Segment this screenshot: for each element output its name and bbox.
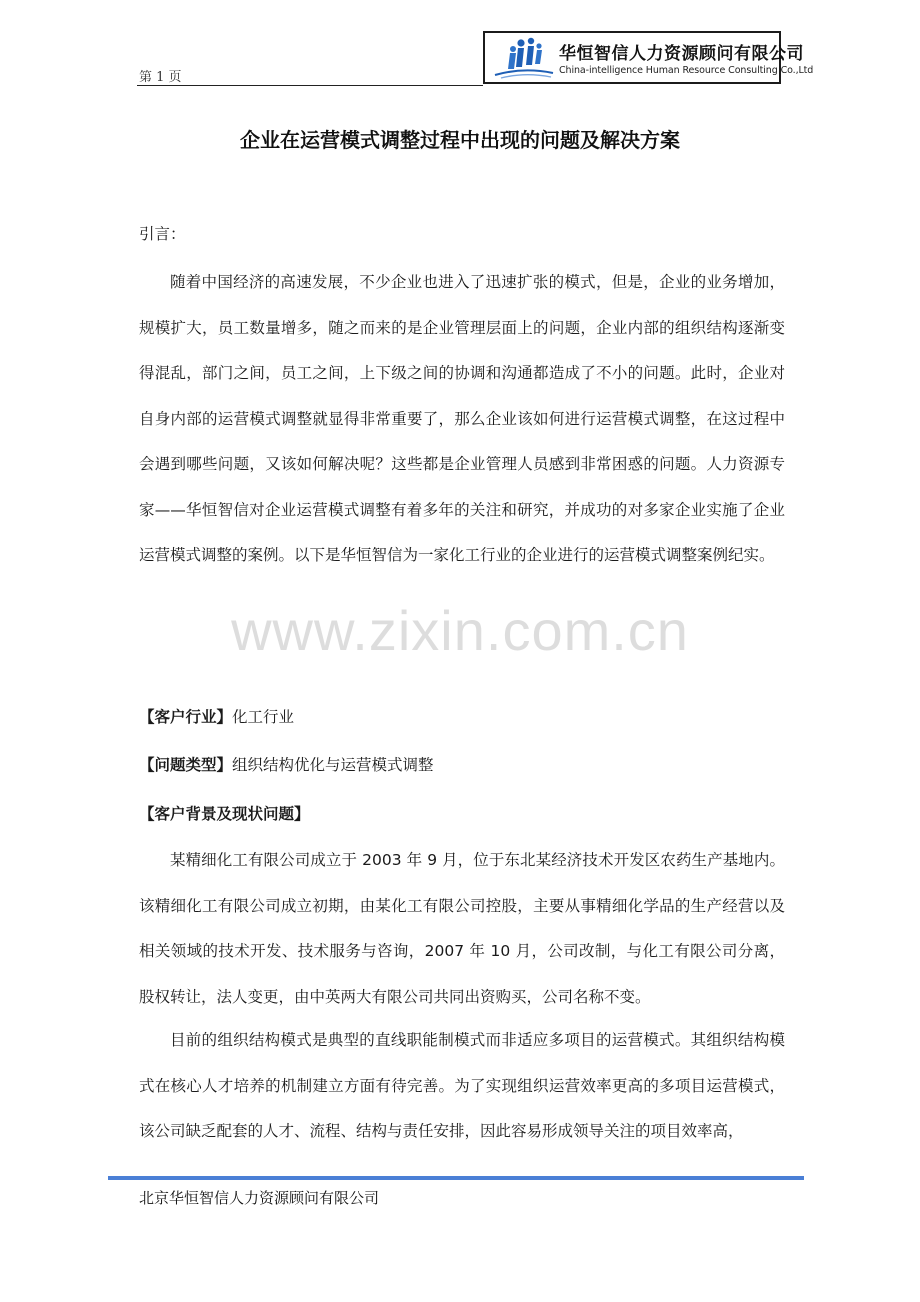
watermark: www.zixin.com.cn	[231, 599, 689, 662]
background-heading	[139, 802, 310, 824]
industry-line	[139, 705, 294, 727]
logo-company-name-cn: 华恒智信人力资源顾问有限公司	[559, 44, 804, 64]
footer-rule	[108, 1176, 804, 1180]
background-label: 【客户背景及现状问题】	[139, 805, 310, 823]
intro-paragraph: 随着中国经济的高速发展，不少企业也进入了迅速扩张的模式，但是，企业的业务增加，规模扩大，员工数量增多，随之而来的是企业管理层面上的问题，企业内部的组织结构逐渐变得混乱，部门之间，员工之间，上下级之间的协调和沟通都造成了不小的问题。此时，企业对自身内部的运营模式调整就显得非常重要了，那么企业该如何进行运营模式调整，在这过程中会遇到哪些问题，又该如何解决呢？这些都是企业管理人员感到非常困惑的问题。人力资源专家——华恒智信对企业运营模式调整有着多年的关注和研究，并成功的对多家企业实施了企业运营模式调整的案例。以下是华恒智信为一家化工行业的企业进行的运营模式调整案例纪实。	[139, 273, 785, 564]
document-title: 企业在运营模式调整过程中出现的问题及解决方案	[240, 128, 680, 152]
logo-company-name-en: China-intelligence Human Resource Consulting Co.,Ltd	[559, 65, 814, 76]
industry-value: 化工行业	[232, 708, 295, 726]
company-logo	[483, 31, 814, 84]
footer-company: 北京华恒智信人力资源顾问有限公司	[139, 1189, 380, 1207]
problem-type-label: 【问题类型】	[139, 756, 233, 774]
intro-label: 引言：	[139, 225, 186, 243]
logo-figures-icon	[491, 37, 555, 81]
header-rule	[137, 85, 483, 86]
industry-label: 【客户行业】	[139, 708, 233, 726]
problem-type-value: 组织结构优化与运营模式调整	[232, 756, 434, 774]
background-paragraph-1: 某精细化工有限公司成立于 2003 年 9 月，位于东北某经济技术开发区农药生产基地内。该精细化工有限公司成立初期，由某化工有限公司控股，主要从事精细化学品的生产经营以及相关领域的技术开发、技术服务与咨询，2007 年 10 月，公司改制，与化工有限公司分离，股权转让，法人变更，由中英两大有限公司共同出资购买，公司名称不变。	[139, 851, 785, 1006]
page-number: 第 1 页	[139, 70, 182, 85]
background-paragraph-2: 目前的组织结构模式是典型的直线职能制模式而非适应多项目的运营模式。其组织结构模式在核心人才培养的机制建立方面有待完善。为了实现组织运营效率更高的多项目运营模式，该公司缺乏配套的人才、流程、结构与责任安排，因此容易形成领导关注的项目效率高，	[139, 1031, 785, 1140]
problem-type-line	[139, 753, 434, 775]
